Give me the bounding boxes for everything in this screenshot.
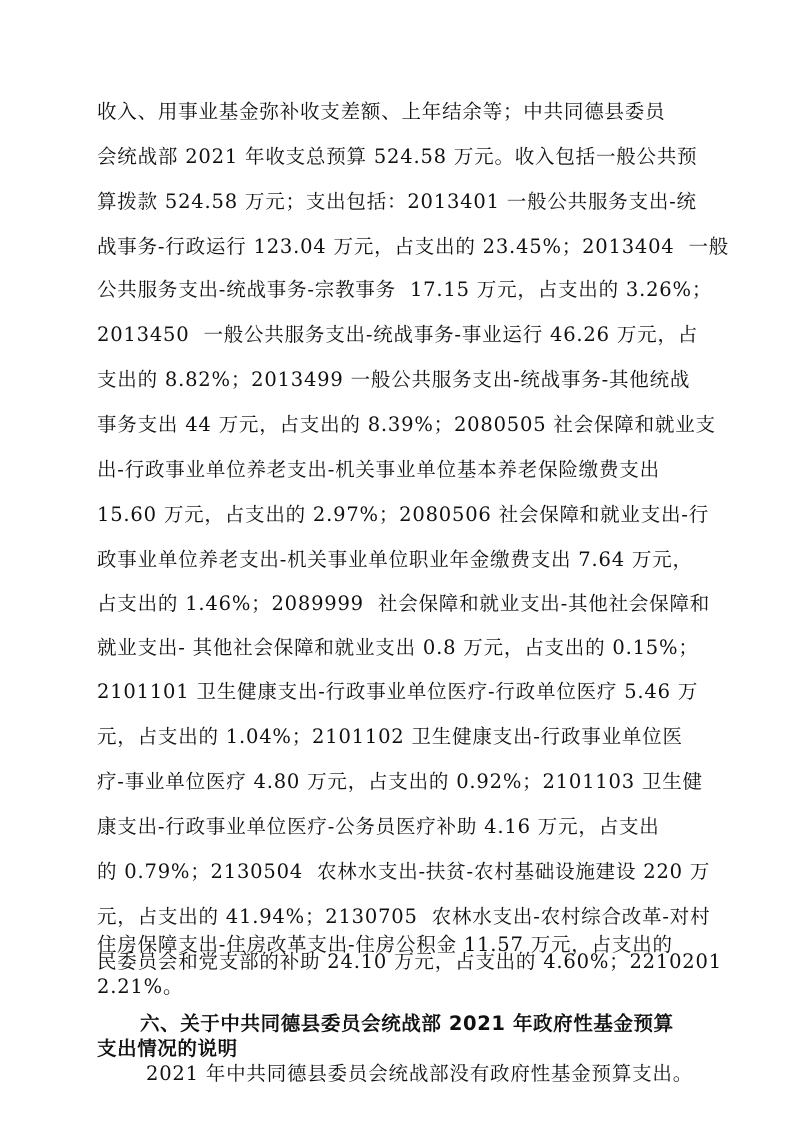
body-text-line: 算拨款 524.58 万元；支出包括：2013401 一般公共服务支出-统 [97,190,697,213]
body-text-line: 出-行政事业单位养老支出-机关事业单位基本养老保险缴费支出 [97,458,660,481]
body-text-line: 15.60 万元，占支出的 2.97%；2080506 社会保障和就业支出-行 [97,503,710,526]
body-text-line: 康支出-行政事业单位医疗-公务员医疗补助 4.16 万元，占支出 [97,815,660,838]
section-heading: 六、关于中共同德县委员会统战部 2021 年政府性基金预算 [140,1012,674,1035]
body-text-line: 就业支出- 其他社会保障和就业支出 0.8 万元，占支出的 0.15%； [97,636,699,659]
body-text-line: 事务支出 44 万元，占支出的 8.39%；2080505 社会保障和就业支 [97,413,716,436]
body-text-line: 占支出的 1.46%；2089999 社会保障和就业支出-其他社会保障和 [97,592,711,615]
body-text-line: 元，占支出的 1.04%；2101102 卫生健康支出-行政事业单位医 [97,725,683,748]
body-text-line: 元，占支出的 41.94%；2130705 农林水支出-农村综合改革-对村 [97,905,711,928]
body-text-line: 住房保障支出-住房改革支出-住房公积金 11.57 万元，占支出的 [97,933,673,956]
body-text-line: 会统战部 2021 年收支总预算 524.58 万元。收入包括一般公共预 [97,145,698,168]
body-text-line: 支出的 8.82%；2013499 一般公共服务支出-统战事务-其他统战 [97,368,691,391]
section-heading-continued: 支出情况的说明 [97,1037,238,1060]
body-text-line: 2013450 一般公共服务支出-统战事务-事业运行 46.26 万元，占 [97,323,699,346]
section-paragraph: 2021 年中共同德县委员会统战部没有政府性基金预算支出。 [146,1062,694,1085]
body-text-line: 疗-事业单位医疗 4.80 万元，占支出的 0.92%；2101103 卫生健 [97,770,703,793]
body-text-line: 公共服务支出-统战事务-宗教事务 17.15 万元，占支出的 3.26%； [97,278,713,301]
body-text-line: 收入、用事业基金弥补收支差额、上年结余等；中共同德县委员 [97,100,666,123]
body-text-line: 2101101 卫生健康支出-行政事业单位医疗-行政单位医疗 5.46 万 [97,680,699,703]
body-text-line: 政事业单位养老支出-机关事业单位职业年金缴费支出 7.64 万元， [97,548,693,571]
body-text-line: 2.21%。 [97,975,184,998]
body-text-line: 民委员会和党支部的补助 24.10 万元，占支出的 4.60%；2210201 [97,950,722,973]
body-text-line: 战事务-行政运行 123.04 万元，占支出的 23.45%；2013404 一般 [97,235,730,258]
body-text-line: 的 0.79%；2130504 农林水支出-扶贫-农村基础设施建设 220 万 [97,860,711,883]
